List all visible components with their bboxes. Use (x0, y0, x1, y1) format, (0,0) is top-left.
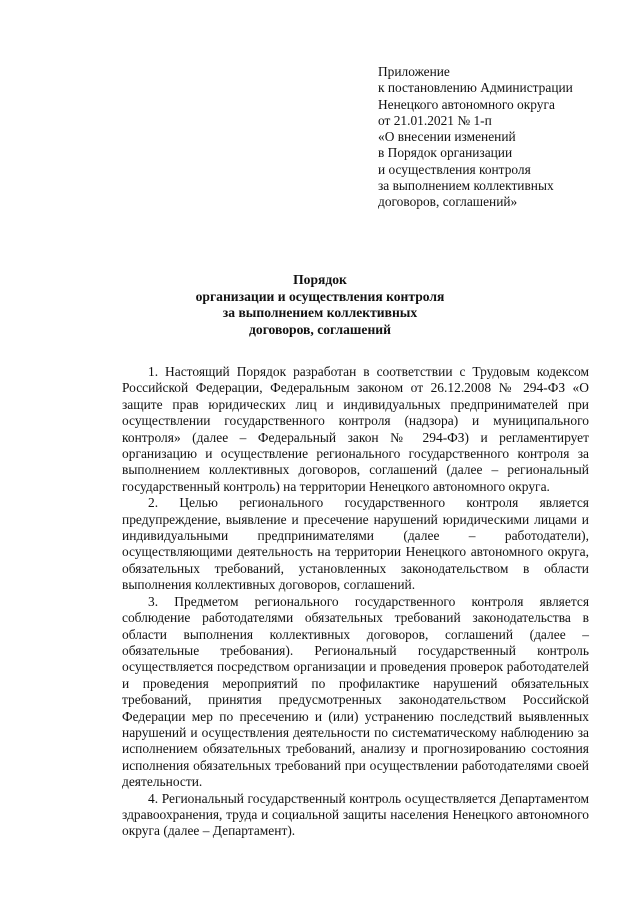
annex-line: к постановлению Администрации (378, 80, 573, 96)
annex-line: «О внесении изменений (378, 129, 516, 145)
title-line: договоров, соглашений (249, 321, 391, 337)
document-title (0, 272, 640, 338)
annex-line: и осуществления контроля (378, 161, 531, 177)
annex-line: от 21.01.2021 № 1-п (378, 112, 492, 128)
paragraph-3: 3. Предметом регионального государственного контроля является соблюдение работодателями обязательных требований законодательства в области выполнения коллективных договоров, соглашений (далее – обязательные требования). Региональный государственный контроль осуществляется посредством организации и проведения проверок работодателей и проведения мероприятий по профилактике нарушений обязательных требований, принятия предусмотренных законодательством Российской Федерации мер по пресечению и (или) устранению последствий выявленных нарушений и осуществления деятельности по систематическому наблюдению за исполнением обязательных требований, анализу и прогнозированию состояния исполнения обязательных требований при осуществлении работодателями своей деятельности. (122, 593, 589, 790)
title-line: организации и осуществления контроля (195, 288, 445, 304)
title-line: Порядок (293, 272, 347, 287)
annex-header (378, 64, 618, 211)
title-line: за выполнением коллективных (222, 305, 418, 321)
annex-line: Приложение (378, 64, 450, 79)
annex-line: в Порядок организации (378, 145, 513, 161)
paragraph-2: 2. Целью регионального государственного контроля является предупреждение, выявление и пресечение нарушений юридическими лицами и индивидуальными предпринимателями (далее – работодатели), осуществляющими деятельность на территории Ненецкого автономного округа, обязательных требований, установленных законодательством в области выполнения коллективных договоров, соглашений. (122, 495, 589, 593)
annex-line: за выполнением коллективных (378, 178, 554, 194)
paragraph-4: 4. Региональный государственный контроль осуществляется Департаментом здравоохранения, труда и социальной защиты населения Ненецкого автономного округа (далее – Департамент). (122, 790, 589, 839)
annex-line: Ненецкого автономного округа (378, 96, 555, 112)
paragraph-1: 1. Настоящий Порядок разработан в соответствии с Трудовым кодексом Российской Федерации, Федеральным законом от 26.12.2008 № 294-ФЗ «О защите прав юридических лиц и индивидуальных предпринимателей при осуществлении государственного контроля (надзора) и муниципального контроля» (далее – Федеральный закон № 294-ФЗ) и регламентирует организацию и осуществление регионального государственного контроля за выполнением коллективных договоров, соглашений (далее – региональный государственный контроль) на территории Ненецкого автономного округа. (122, 364, 589, 494)
document-body (122, 364, 589, 840)
annex-line: договоров, соглашений» (378, 194, 518, 210)
